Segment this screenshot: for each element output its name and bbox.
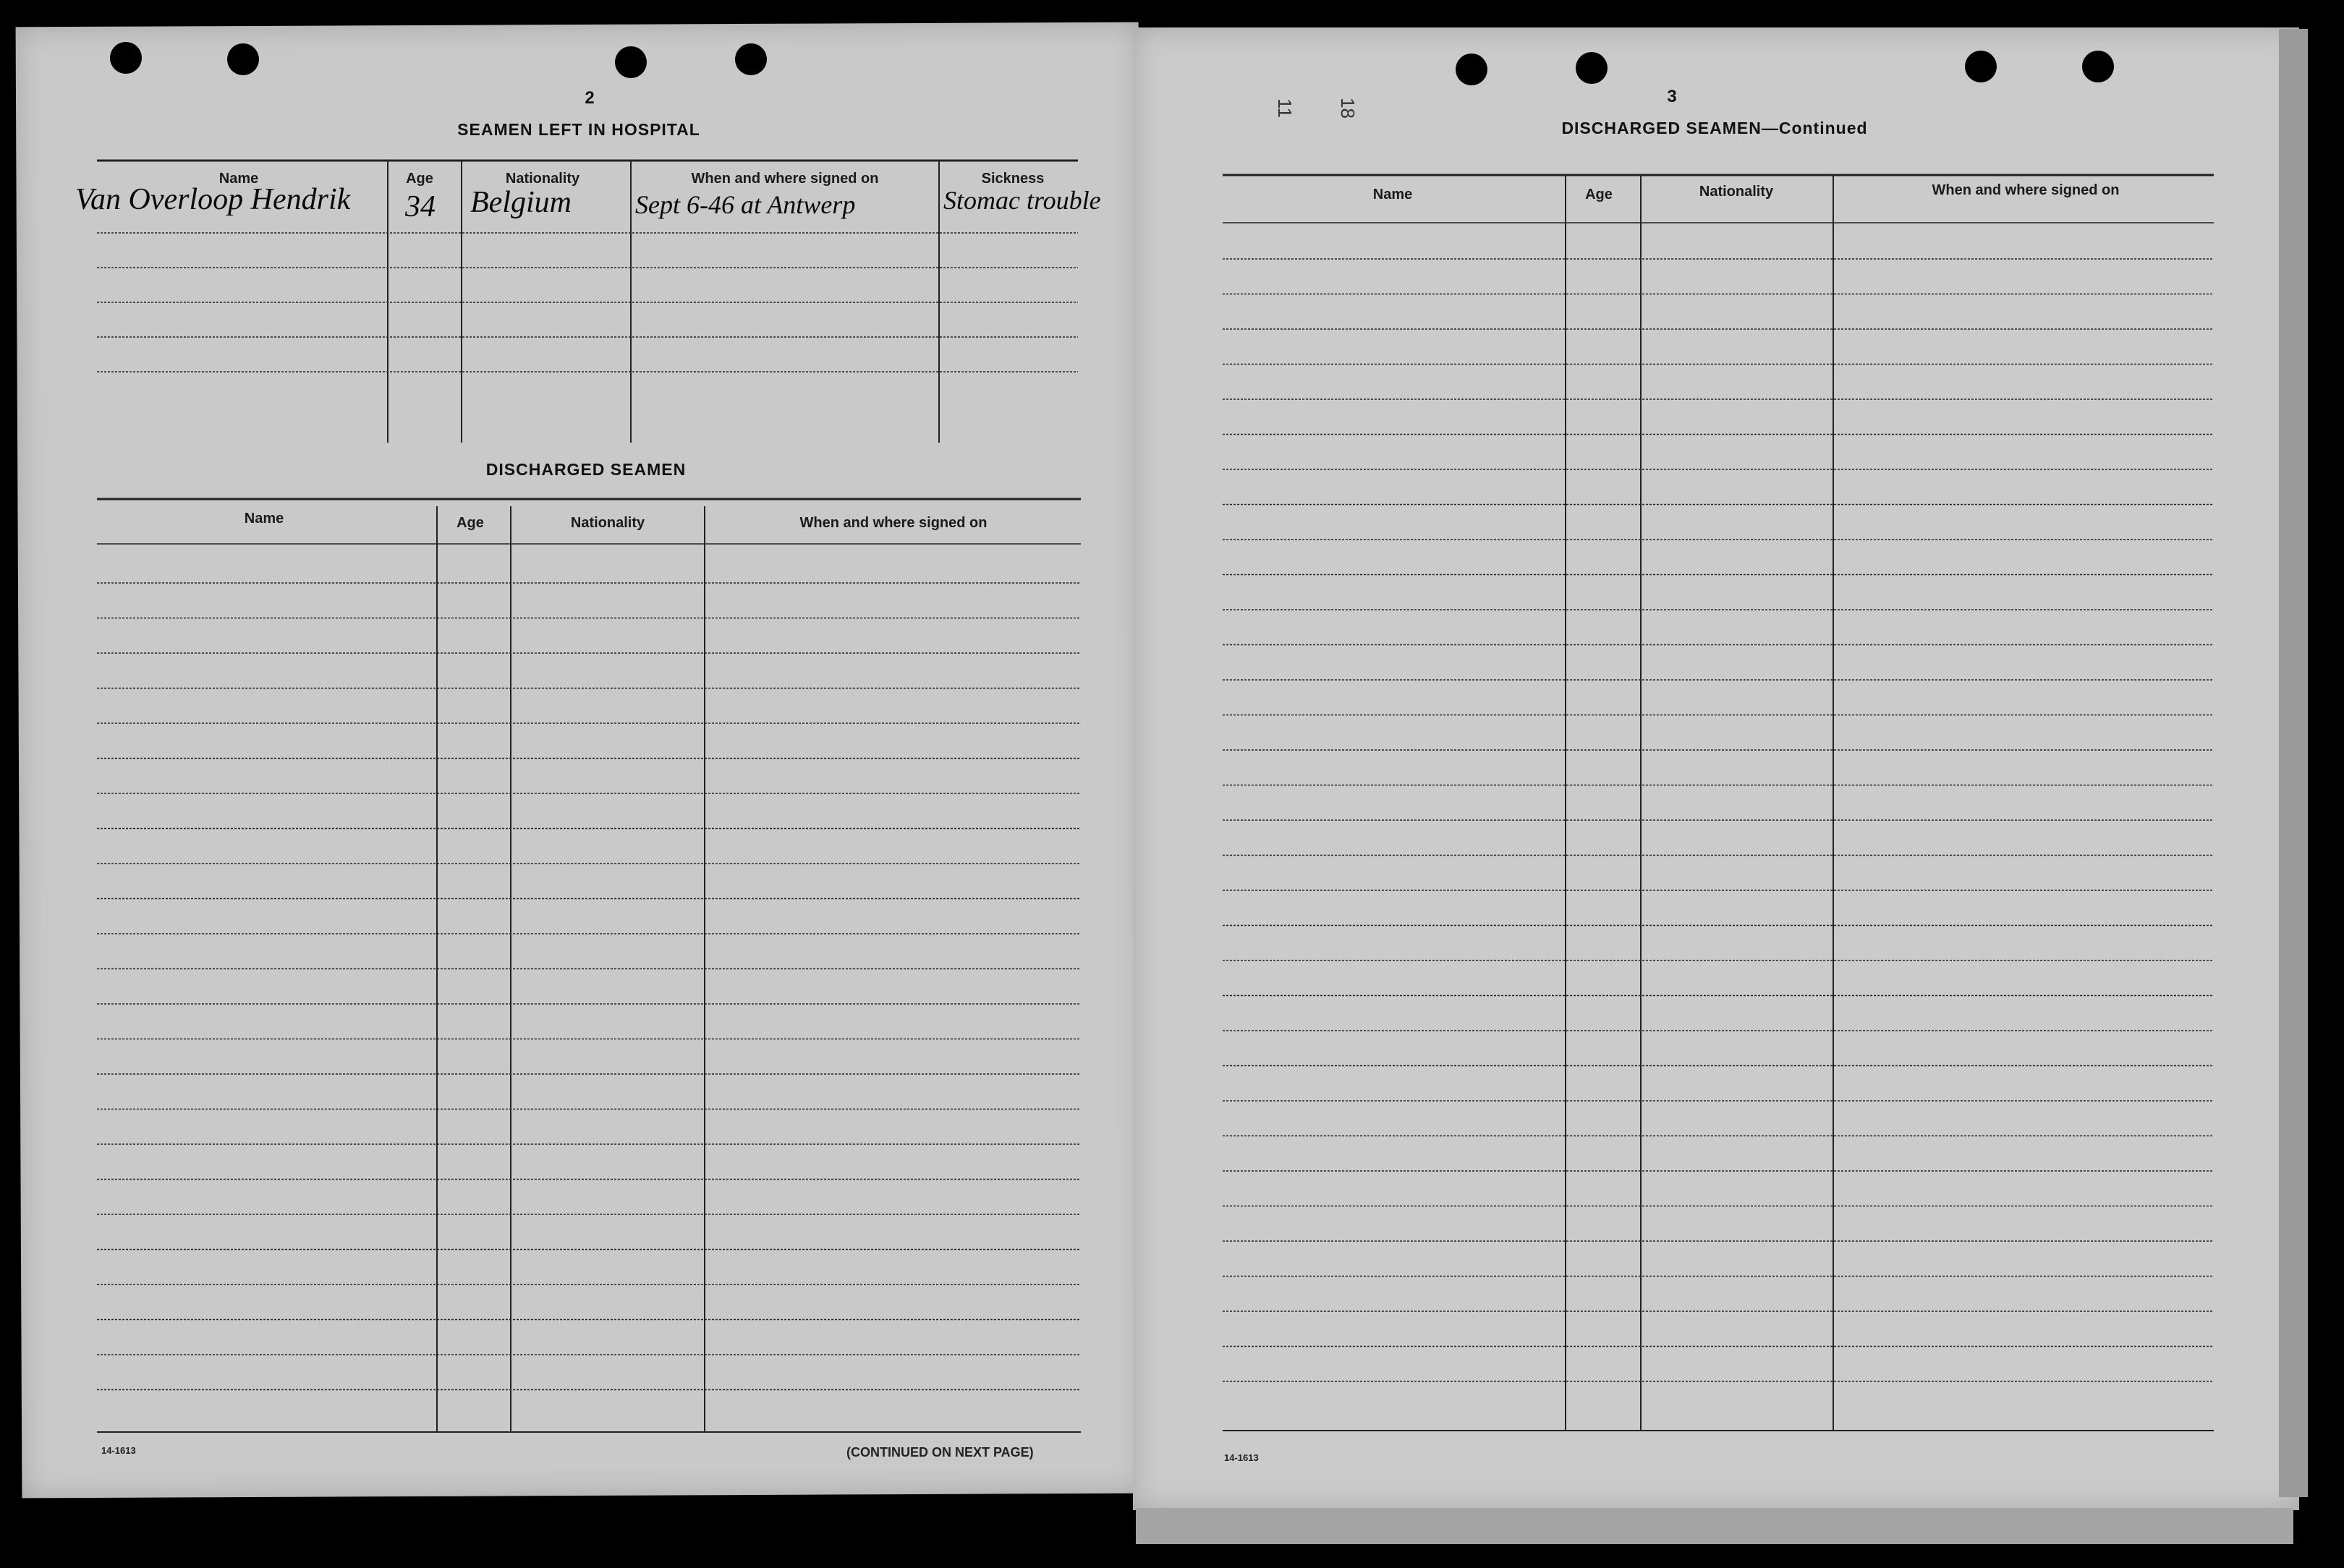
form-number: 14-1613 <box>1224 1452 1259 1463</box>
column-header-signed-on: When and where signed on <box>799 515 988 531</box>
rotated-stamp-digits: 18 <box>1336 98 1359 119</box>
column-header-signed-on: When and where signed on <box>691 171 879 187</box>
column-header-nationality: Nationality <box>570 515 645 531</box>
continued-note: (CONTINUED ON NEXT PAGE) <box>846 1445 1034 1460</box>
page-number: 2 <box>585 88 595 108</box>
discharged-section-title: DISCHARGED SEAMEN <box>485 460 687 479</box>
handwritten-sickness: Stomac trouble <box>943 186 1101 215</box>
column-header-sickness: Sickness <box>981 171 1045 187</box>
column-header-name: Name <box>1372 187 1413 203</box>
column-header-nationality: Nationality <box>505 171 580 187</box>
hospital-section-title: SEAMEN LEFT IN HOSPITAL <box>457 120 700 139</box>
rotated-stamp-digits: 11 <box>1274 98 1296 118</box>
handwritten-name: Van Overloop Hendrik <box>75 183 351 216</box>
column-header-nationality: Nationality <box>1699 184 1774 200</box>
column-header-age: Age <box>457 515 484 531</box>
column-header-signed-on: When and where signed on <box>1932 182 2120 198</box>
page-number: 3 <box>1667 87 1677 106</box>
column-header-age: Age <box>406 171 433 187</box>
column-header-name: Name <box>218 171 259 187</box>
discharged-continued-title: DISCHARGED SEAMEN—Continued <box>1561 119 1868 137</box>
form-number: 14-1613 <box>101 1445 136 1456</box>
handwritten-nationality: Belgium <box>470 186 572 219</box>
handwritten-signed-on: Sept 6-46 at Antwerp <box>635 190 856 219</box>
column-header-name: Name <box>244 511 284 527</box>
handwritten-age: 34 <box>405 190 436 223</box>
column-header-age: Age <box>1585 187 1613 203</box>
